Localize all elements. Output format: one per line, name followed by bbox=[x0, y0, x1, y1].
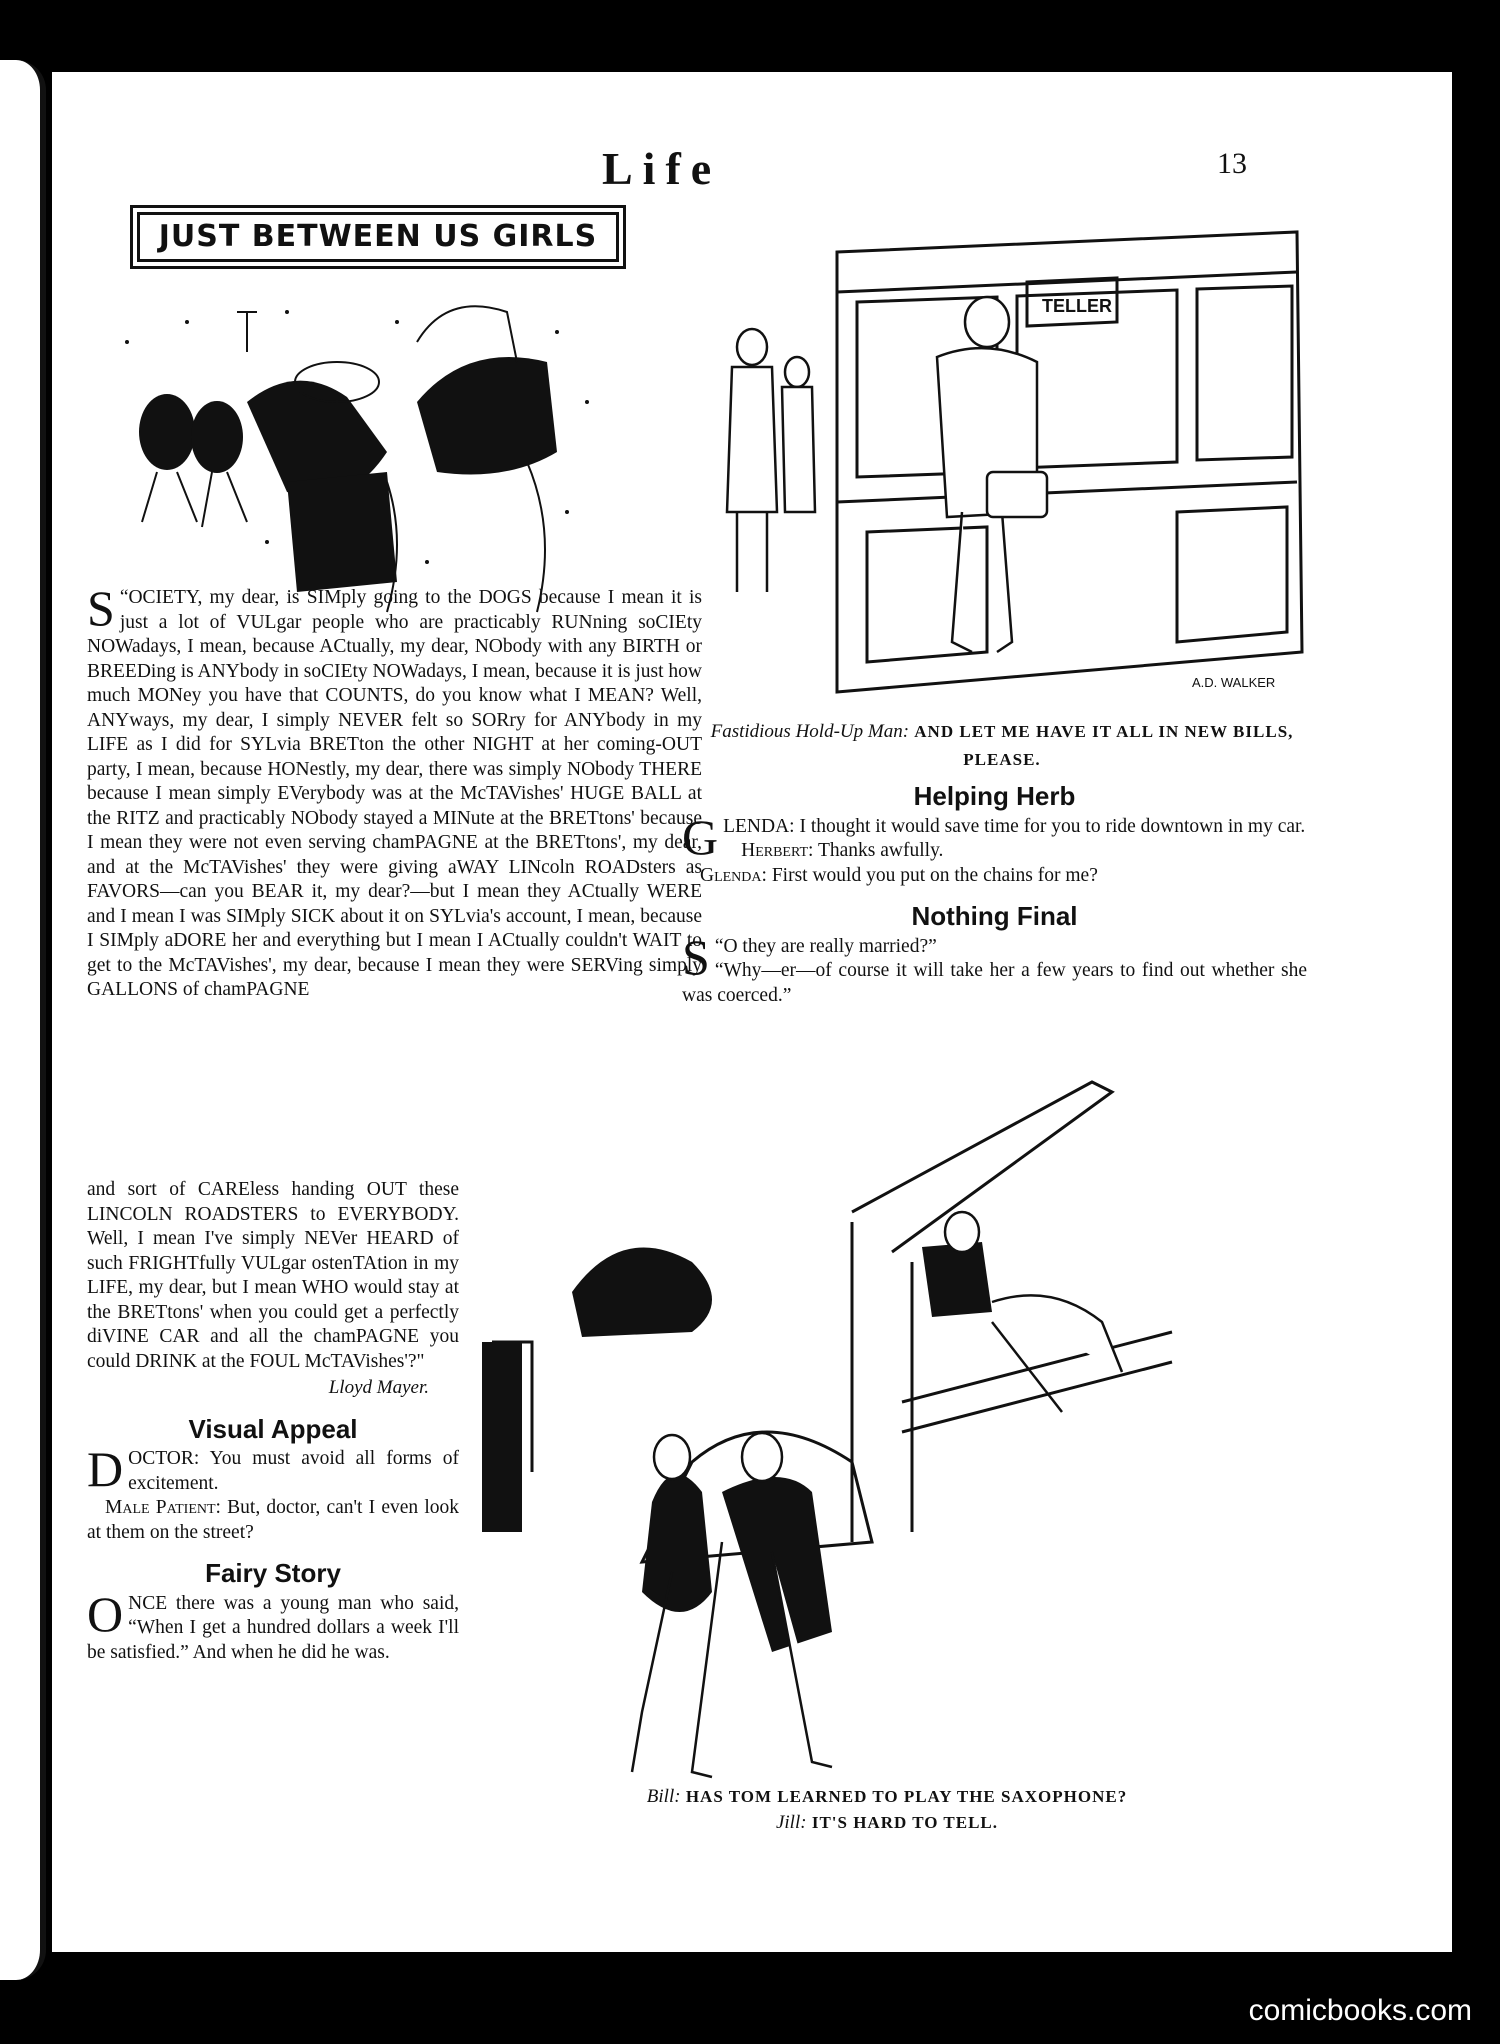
society-girls-illustration bbox=[87, 282, 627, 622]
fairy-story-heading: Fairy Story bbox=[205, 1558, 341, 1588]
drop-cap: S bbox=[87, 580, 115, 636]
saxophone-cartoon bbox=[472, 1072, 1332, 1802]
feature-article-continued: and sort of CAREless handing OUT these LINCOLN ROADSTERS to EVERYBODY. Well, I mean I've simply NEVer HEARD of such FRIGHTfully VULgar ostenTAtion in my LIFE, my dear, but I mean WHO would stay at the BRETtons' when you could get a perfectly diVINE CAR and all the chamPAGNE you could DRINK at the FOUL McTAVishes'?" Lloyd Mayer. Visual Appeal DOCTOR: You must avoid all forms of excitement. Male Patient: But, doctor, can't I even look at them on the street? Fairy Story ONCE there was a young man who said, “When I get a hundred dollars a week I'll be satisfied.” And when he did he was. bbox=[87, 1179, 459, 1663]
watermark: comicbooks.com bbox=[1248, 1994, 1472, 2027]
feature-body-continued: and sort of CAREless handing OUT these LINCOLN ROADSTERS to EVERYBODY. Well, I mean I've simply NEVer HEARD of such FRIGHTfully VULgar ostenTAtion in my LIFE, my dear, but I mean WHO would stay at the BRETtons' when you could get a perfectly diVINE CAR and all the chamPAGNE you could DRINK at the FOUL McTAVishes'?" bbox=[87, 1179, 459, 1372]
adjacent-page-edge bbox=[0, 60, 46, 1980]
masthead: Life bbox=[602, 143, 722, 194]
teller-caption: Fastidious Hold-Up Man: AND LET ME HAVE IT ALL IN NEW BILLS, PLEASE. bbox=[710, 721, 1294, 769]
helping-herb-heading: Helping Herb bbox=[913, 781, 1076, 811]
right-column-jokes: Helping Herb GLENDA: I thought it would save time for you to ride downtown in my car. Herbert: Thanks awfully. Glenda: First would you put on the chains for me? Nothing Final “ S O they are really married?” “Why—er—of course it will take her a few years to find out whether she was coerced.” bbox=[682, 781, 1307, 1006]
visual-appeal-heading: Visual Appeal bbox=[188, 1413, 358, 1444]
feature-article: “ S OCIETY, my dear, is SIMply going to the DOGS because I mean it is just a lot of VULgar people who are practicably RUNning soCIEty NOWadays, I mean, because ACtually, my dear, NObody with any BIRTH or BREEDing is ANYbody in soCIEty NOWadays, I mean, because it is just how much MONey you have that COUNTS, do you know what I MEAN? Well, ANYways, my dear, I simply NEVER felt so SORry for ANYbody in my LIFE as I did for SYLvia BRETton the other NIGHT at her coming-OUT party, I mean, because HONestly, my dear, there was simply NObody THERE because I mean simply EVerybody was at the McTAVishes' HUGE BALL at the RITZ and practicably NObody stayed a MINute at the BRETtons' because I mean they were not even serving chamPAGNE at the BRETtons', my dear, and at the McTAVishes' they were giving aWAY LINcoln ROADsters as FAVORS—can you BEAR it, my dear?—but I mean they ACtually WERE and I mean I was SIMply SICK about it on SYLvia's account, I mean, because I SIMply aDORE her and everything but I mean I ACtually couldn't WAIT to get to the McTAVishes', my dear, because I mean they were SERVing simply GALLONS of chamPAGNE bbox=[87, 580, 702, 1000]
teller-sign: TELLER bbox=[1042, 296, 1112, 316]
nothing-final-heading: Nothing Final bbox=[911, 901, 1078, 931]
byline: Lloyd Mayer. bbox=[328, 1377, 429, 1398]
cartoon-signature: A.D. WALKER bbox=[1192, 675, 1276, 690]
saxophone-caption: Bill: HAS TOM LEARNED TO PLAY THE SAXOPHONE? Jill: IT'S HARD TO TELL. bbox=[646, 1786, 1128, 1833]
page-number: 13 bbox=[1217, 147, 1247, 180]
feature-body: OCIETY, my dear, is SIMply going to the DOGS because I mean it is just a lot of VULgar people who are practicably RUNning soCIEty NOWadays, I mean, because ACtually, my dear, NObody with any BIRTH or BREEDing is ANYbody in soCIEty NOWadays, I mean, because it is just how much MONey you have that COUNTS, do you know what I MEAN? Well, ANYways, my dear, I simply NEVER felt so SORry for ANYbody in my LIFE as I did for SYLvia BRETton the other NIGHT at her coming-OUT party, I mean, because HONestly, my dear, there was simply NObody THERE because I mean simply EVerybody was at the McTAVishes' HUGE BALL at the RITZ and practicably NObody stayed a MINute at the BRETtons' because I mean they were not even serving chamPAGNE at the BRETtons', my dear, and at the McTAVishes' they were giving aWAY LINcoln ROADsters as FAVORS—can you BEAR it, my dear?—but I mean they ACtually WERE and I mean I was SIMply SICK about it on SYLvia's account, I mean, because I SIMply aDORE her and everything but I mean I ACtually couldn't WAIT to get to the McTAVishes', my dear, because I mean they were SERVing simply GALLONS of chamPAGNE bbox=[87, 587, 702, 1000]
magazine-page bbox=[52, 72, 1452, 1952]
teller-cartoon bbox=[697, 212, 1307, 732]
feature-title: JUST BETWEEN US GIRLS bbox=[137, 212, 619, 262]
